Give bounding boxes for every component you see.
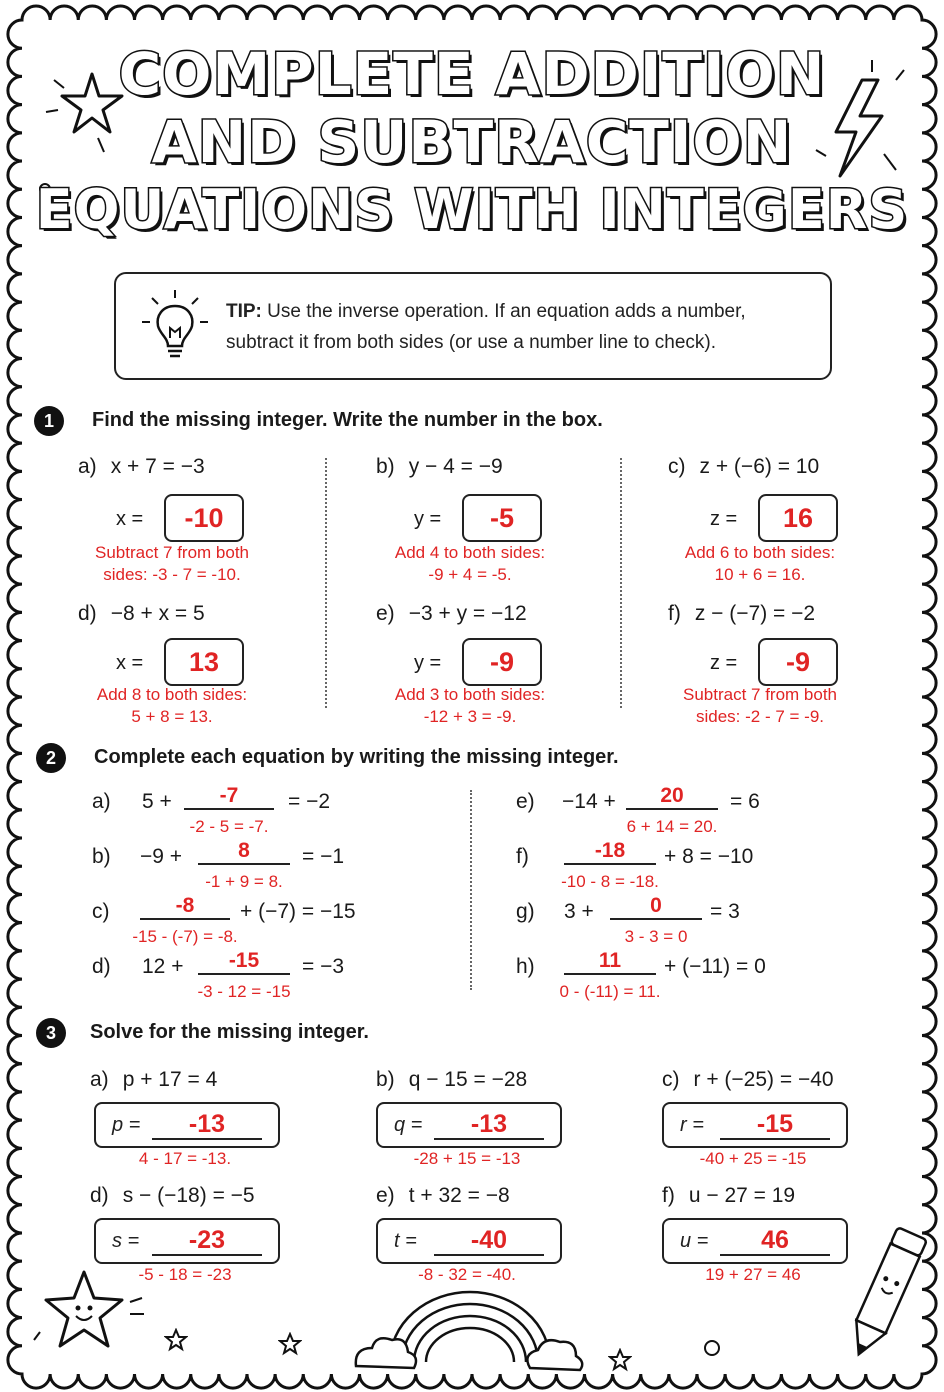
equation-right-part: + (−11) = 0 xyxy=(664,955,766,978)
variable-label: s = xyxy=(112,1230,140,1252)
solution-note-line-2: sides: -3 - 7 = -10. xyxy=(103,565,241,584)
problem-letter: a) xyxy=(78,455,97,478)
section-3-title: Solve for the missing integer. xyxy=(90,1021,369,1043)
solution-note: -5 - 18 = -23 xyxy=(138,1265,232,1284)
answer-box xyxy=(376,1218,562,1264)
tip-box xyxy=(114,272,832,380)
variable-label: u = xyxy=(680,1230,709,1252)
section-1-title: Find the missing integer. Write the number in the box. xyxy=(92,409,603,431)
answer-box xyxy=(94,1102,280,1148)
equation-right-part: + (−7) = −15 xyxy=(240,900,356,923)
problem-letter: h) xyxy=(516,955,535,978)
answer-box: -9 xyxy=(462,638,542,686)
worksheet-title xyxy=(0,40,944,244)
solution-note: -8 - 32 = -40. xyxy=(418,1265,516,1284)
section-2-badge: 2 xyxy=(36,743,66,773)
equation-right-part: = 6 xyxy=(730,790,760,813)
equation-right-part: = 3 xyxy=(710,900,740,923)
answer-blank: -8 xyxy=(140,894,230,920)
problem-letter: d) xyxy=(78,602,97,625)
solution-note: -15 - (-7) = -8. xyxy=(132,927,238,946)
tip-line-2: subtract it from both sides (or use a number line to check). xyxy=(226,332,716,353)
equation-left-part: 3 + xyxy=(564,900,594,923)
problem-letter: b) xyxy=(376,1068,395,1091)
answer-blank: 20 xyxy=(626,784,718,810)
problem-equation: −3 + y = −12 xyxy=(408,602,527,625)
answer-value: -13 xyxy=(434,1110,544,1140)
equation-right-part: = −2 xyxy=(288,790,331,813)
answer-box xyxy=(94,1218,280,1264)
problem-letter: e) xyxy=(376,1184,395,1207)
section-1-badge: 1 xyxy=(34,406,64,436)
equation-left-part: −9 + xyxy=(140,845,183,868)
problem-letter: c) xyxy=(92,900,110,923)
tip-text xyxy=(226,296,816,358)
variable-label: r = xyxy=(680,1114,704,1136)
solution-note-line-2: 5 + 8 = 13. xyxy=(131,707,213,726)
section-3-badge: 3 xyxy=(36,1018,66,1048)
divider xyxy=(325,458,327,708)
solution-note: 19 + 27 = 46 xyxy=(705,1265,801,1284)
equation-left-part: 5 + xyxy=(142,790,172,813)
problem-equation: −8 + x = 5 xyxy=(110,602,205,625)
problem-equation: z + (−6) = 10 xyxy=(699,455,820,478)
equation-right-part: = −1 xyxy=(302,845,345,868)
answer-box xyxy=(376,1102,562,1148)
problem-letter: a) xyxy=(90,1068,109,1091)
solution-note-line-1: Add 4 to both sides: xyxy=(394,543,546,562)
answer-box: -10 xyxy=(164,494,244,542)
problem-6 xyxy=(668,602,815,626)
solution-note-line-2: 10 + 6 = 16. xyxy=(714,565,806,584)
pencil-icon xyxy=(838,1218,934,1368)
problem-equation: s − (−18) = −5 xyxy=(122,1184,255,1207)
smiling-star-icon xyxy=(30,1262,160,1362)
answer-value: -13 xyxy=(152,1110,262,1140)
problem-equation: r + (−25) = −40 xyxy=(693,1068,834,1091)
problem-5 xyxy=(376,602,527,626)
problem-letter: f) xyxy=(516,845,529,868)
variable-label: y = xyxy=(414,652,442,674)
title-line-1: COMPLETE ADDITION xyxy=(118,40,826,108)
problem-3 xyxy=(668,455,819,479)
problem-letter: e) xyxy=(516,790,535,813)
problem-equation: q − 15 = −28 xyxy=(408,1068,528,1091)
variable-label: y = xyxy=(414,508,442,530)
problem-4 xyxy=(78,602,205,626)
solution-note-line-1: Add 8 to both sides: xyxy=(96,685,248,704)
problem-equation: x + 7 = −3 xyxy=(110,455,205,478)
problem-letter: f) xyxy=(668,602,681,625)
star-icon xyxy=(278,1332,302,1356)
tip-line-1: Use the inverse operation. If an equation adds a number, xyxy=(267,301,746,322)
tip-label: TIP: xyxy=(226,301,262,322)
answer-blank: 8 xyxy=(198,839,290,865)
solution-note: -28 + 15 = -13 xyxy=(413,1149,521,1168)
lightbulb-icon xyxy=(140,288,210,364)
answer-value: 46 xyxy=(720,1226,830,1256)
problem-letter: c) xyxy=(668,455,686,478)
problem-5 xyxy=(376,1184,510,1208)
equation-right-part: = −3 xyxy=(302,955,345,978)
problem-equation: u − 27 = 19 xyxy=(688,1184,796,1207)
answer-blank: -18 xyxy=(564,839,656,865)
star-icon xyxy=(608,1348,632,1372)
answer-value: -40 xyxy=(434,1226,544,1256)
solution-note-line-1: Add 6 to both sides: xyxy=(684,543,836,562)
problem-3 xyxy=(662,1068,834,1092)
circle-doodle-icon xyxy=(700,1336,724,1360)
variable-label: p = xyxy=(112,1114,141,1136)
answer-box: -5 xyxy=(462,494,542,542)
problem-6 xyxy=(662,1184,795,1208)
solution-note: -3 - 12 = -15 xyxy=(197,982,291,1001)
problem-equation: y − 4 = −9 xyxy=(408,455,503,478)
star-icon xyxy=(164,1328,188,1352)
answer-blank: 0 xyxy=(610,894,702,920)
variable-label: z = xyxy=(710,508,738,530)
problem-letter: g) xyxy=(516,900,535,923)
problem-4 xyxy=(90,1184,255,1208)
equation-left-part: 12 + xyxy=(142,955,184,978)
solution-note-line-1: Subtract 7 from both xyxy=(682,685,838,704)
problem-2 xyxy=(376,1068,527,1092)
answer-value: -23 xyxy=(152,1226,262,1256)
problem-2 xyxy=(376,455,503,479)
solution-note: -40 + 25 = -15 xyxy=(699,1149,807,1168)
problem-letter: f) xyxy=(662,1184,675,1207)
answer-value: -15 xyxy=(720,1110,830,1140)
solution-note: 4 - 17 = -13. xyxy=(138,1149,232,1168)
solution-note: -10 - 8 = -18. xyxy=(561,872,659,891)
answer-box: -9 xyxy=(758,638,838,686)
problem-equation: t + 32 = −8 xyxy=(408,1184,510,1207)
answer-blank: -15 xyxy=(198,949,290,975)
problem-letter: d) xyxy=(92,955,111,978)
solution-note: 3 - 3 = 0 xyxy=(624,927,688,946)
variable-label: t = xyxy=(394,1230,417,1252)
solution-note: -2 - 5 = -7. xyxy=(189,817,269,836)
problem-letter: a) xyxy=(92,790,111,813)
problem-1 xyxy=(90,1068,217,1092)
solution-note: -1 + 9 = 8. xyxy=(205,872,283,891)
variable-label: z = xyxy=(710,652,738,674)
solution-note-line-2: -12 + 3 = -9. xyxy=(423,707,517,726)
solution-note-line-2: -9 + 4 = -5. xyxy=(428,565,512,584)
variable-label: x = xyxy=(116,652,144,674)
problem-letter: b) xyxy=(92,845,111,868)
title-line-3: EQUATIONS WITH INTEGERS xyxy=(35,178,909,241)
problem-letter: e) xyxy=(376,602,395,625)
problem-equation: p + 17 = 4 xyxy=(122,1068,218,1091)
answer-blank: -7 xyxy=(184,784,274,810)
answer-blank: 11 xyxy=(564,949,656,975)
answer-box: 13 xyxy=(164,638,244,686)
equation-right-part: + 8 = −10 xyxy=(664,845,754,868)
answer-box xyxy=(662,1102,848,1148)
problem-letter: c) xyxy=(662,1068,680,1091)
variable-label: q = xyxy=(394,1114,423,1136)
divider xyxy=(470,790,472,990)
rainbow-icon xyxy=(350,1282,590,1374)
divider xyxy=(620,458,622,708)
solution-note: 6 + 14 = 20. xyxy=(626,817,718,836)
solution-note: 0 - (-11) = 11. xyxy=(559,982,661,1001)
variable-label: x = xyxy=(116,508,144,530)
title-line-2: AND SUBTRACTION xyxy=(151,108,793,176)
problem-letter: b) xyxy=(376,455,395,478)
solution-note-line-2: sides: -2 - 7 = -9. xyxy=(695,707,825,726)
equation-left-part: −14 + xyxy=(562,790,616,813)
answer-box xyxy=(662,1218,848,1264)
problem-equation: z − (−7) = −2 xyxy=(694,602,816,625)
section-2-title: Complete each equation by writing the missing integer. xyxy=(94,746,619,768)
answer-box: 16 xyxy=(758,494,838,542)
solution-note-line-1: Add 3 to both sides: xyxy=(394,685,546,704)
problem-1 xyxy=(78,455,205,479)
solution-note-line-1: Subtract 7 from both xyxy=(94,543,250,562)
problem-letter: d) xyxy=(90,1184,109,1207)
